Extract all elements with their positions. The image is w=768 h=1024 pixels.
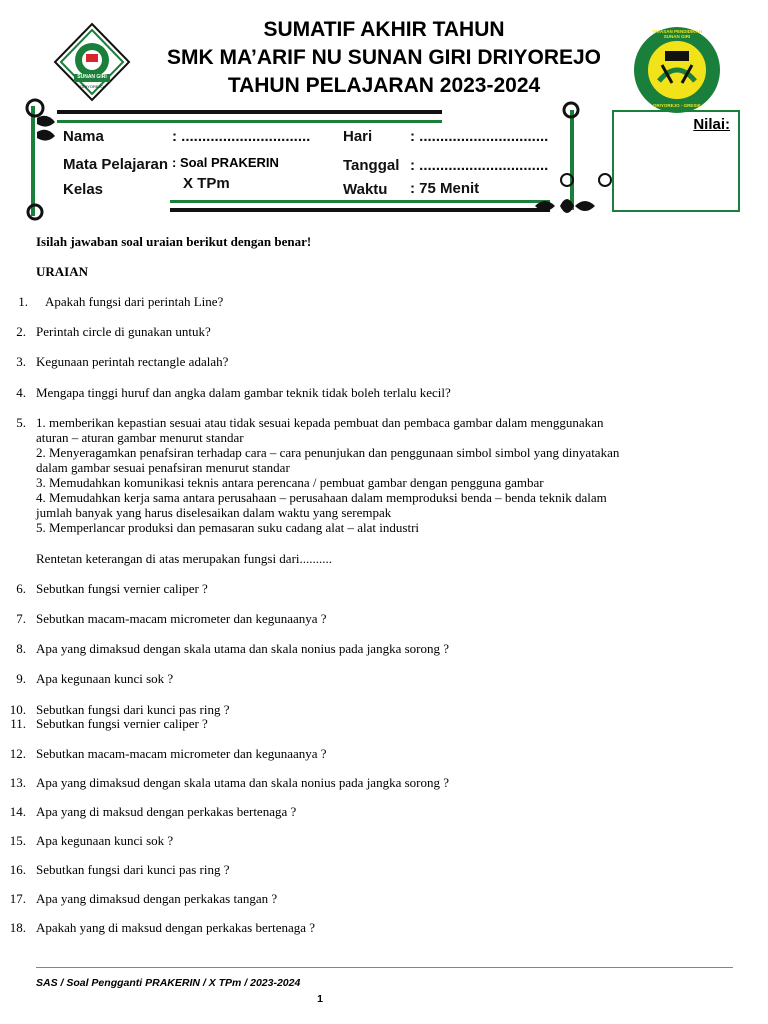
school-logo-label: SUNAN GIRI bbox=[77, 74, 107, 80]
foundation-logo-bottom-text: DRIYOREJO - GRESIK bbox=[653, 103, 701, 108]
question-text: Kegunaan perintah rectangle adalah? bbox=[36, 354, 229, 369]
question-text: Apa yang dimaksud dengan skala utama dan skala nonius pada jangka sorong ? bbox=[36, 641, 449, 656]
waktu-value[interactable]: : 75 Menit bbox=[410, 180, 480, 197]
question-text: Apa kegunaan kunci sok ? bbox=[36, 833, 174, 848]
footer-text: SAS / Soal Pengganti PRAKERIN / X TPm / 2023-2024 bbox=[36, 977, 301, 989]
question-5-line-7: jumlah banyak yang harus diselesaikan dalam waktu yang serempak bbox=[36, 505, 392, 520]
question-number: 15. bbox=[9, 833, 26, 848]
question-5-line-8: 5. Memperlancar produksi dan pemasaran suku cadang alat – alat industri bbox=[36, 520, 420, 535]
question-number: 14. bbox=[9, 804, 26, 819]
question-text: Sebutkan fungsi vernier caliper ? bbox=[36, 716, 208, 731]
school-logo-sublabel: DRIYOREJO bbox=[80, 84, 104, 89]
score-box[interactable] bbox=[612, 110, 740, 212]
question-number: 17. bbox=[9, 891, 26, 906]
question-number: 7. bbox=[16, 611, 26, 626]
question-number: 9. bbox=[16, 671, 26, 686]
footer-divider bbox=[36, 967, 733, 968]
question-text: Mengapa tinggi huruf dan angka dalam gambar teknik tidak boleh terlalu kecil? bbox=[36, 385, 451, 400]
question-number: 11. bbox=[10, 716, 26, 731]
waktu-label: Waktu bbox=[343, 181, 388, 198]
tanggal-label: Tanggal bbox=[343, 157, 400, 174]
kelas-value[interactable]: X TPm bbox=[183, 175, 230, 192]
hari-label: Hari bbox=[343, 128, 373, 145]
question-text: Apakah fungsi dari perintah Line? bbox=[45, 294, 224, 309]
question-number: 12. bbox=[9, 746, 26, 761]
question-number: 5. bbox=[16, 415, 26, 430]
question-text: Sebutkan fungsi dari kunci pas ring ? bbox=[36, 862, 230, 877]
title-line-2: SMK MA’ARIF NU SUNAN GIRI DRIYOREJO bbox=[166, 46, 602, 69]
question-text: Apakah yang di maksud dengan perkakas bertenaga ? bbox=[36, 920, 316, 935]
question-text: Sebutkan fungsi dari kunci pas ring ? bbox=[36, 702, 230, 717]
mapel-value[interactable]: : Soal PRAKERIN bbox=[172, 155, 279, 170]
question-text: Apa yang dimaksud dengan skala utama dan skala nonius pada jangka sorong ? bbox=[36, 775, 449, 790]
question-text: Perintah circle di gunakan untuk? bbox=[36, 324, 211, 339]
foundation-logo bbox=[632, 25, 722, 115]
question-text: Sebutkan macam-macam micrometer dan kegunaanya ? bbox=[36, 611, 327, 626]
question-text: Apa yang dimaksud dengan perkakas tangan ? bbox=[36, 891, 278, 906]
question-number: 4. bbox=[16, 385, 26, 400]
mapel-label: Mata Pelajaran bbox=[63, 156, 169, 173]
page-number: 1 bbox=[317, 993, 323, 1005]
instructions: Isilah jawaban soal uraian berikut dengan benar! bbox=[36, 234, 312, 249]
question-5-line-5: 3. Memudahkan komunikasi teknis antara perencana / pembuat gambar dengan pengguna gambar bbox=[36, 475, 544, 490]
question-text: Sebutkan macam-macam micrometer dan kegunaanya ? bbox=[36, 746, 327, 761]
score-label: Nilai: bbox=[693, 116, 730, 133]
question-number: 3. bbox=[16, 354, 26, 369]
kelas-label: Kelas bbox=[63, 181, 104, 198]
question-text: Apa kegunaan kunci sok ? bbox=[36, 671, 174, 686]
question-number: 8. bbox=[16, 641, 26, 656]
question-5-line-1: 1. memberikan kepastian sesuai atau tidak sesuai kepada pembuat dan pembaca gambar dalam menggunakan bbox=[36, 415, 604, 430]
tanggal-value[interactable]: : ............................... bbox=[410, 157, 549, 174]
question-5-line-6: 4. Memudahkan kerja sama antara perusahaan – perusahaan dalam memproduksi benda – benda teknik dalam bbox=[36, 490, 607, 505]
hari-value[interactable]: : ............................... bbox=[410, 128, 549, 145]
question-number: 6. bbox=[16, 581, 26, 596]
question-5-line-4: dalam gambar sesuai penafsiran menurut standar bbox=[36, 460, 290, 475]
nama-label: Nama bbox=[63, 128, 104, 145]
foundation-logo-ring-text: YAYASAN PENDIDIKAN SUNAN GIRI bbox=[651, 29, 703, 39]
question-text: Sebutkan fungsi vernier caliper ? bbox=[36, 581, 208, 596]
question-5-line-9: Rentetan keterangan di atas merupakan fungsi dari.......... bbox=[36, 551, 333, 566]
question-number: 13. bbox=[9, 775, 26, 790]
title-line-3: TAHUN PELAJARAN 2023-2024 bbox=[227, 74, 541, 97]
question-number: 16. bbox=[9, 862, 26, 877]
question-number: 18. bbox=[9, 920, 26, 935]
title-line-1: SUMATIF AKHIR TAHUN bbox=[263, 18, 505, 41]
question-number: 2. bbox=[16, 324, 26, 339]
question-5-line-2: aturan – aturan gambar menurut standar bbox=[36, 430, 244, 445]
question-number: 1. bbox=[18, 294, 28, 309]
question-number: 10. bbox=[9, 702, 26, 717]
question-text: Apa yang di maksud dengan perkakas bertenaga ? bbox=[36, 804, 297, 819]
nama-value[interactable]: : ............................... bbox=[172, 128, 311, 145]
school-logo bbox=[53, 22, 131, 102]
question-5-line-3: 2. Menyeragamkan penafsiran terhadap cara – cara penunjukan dan penggunaan simbol simbol yang dinyatakan bbox=[36, 445, 620, 460]
section-heading: URAIAN bbox=[36, 264, 88, 279]
